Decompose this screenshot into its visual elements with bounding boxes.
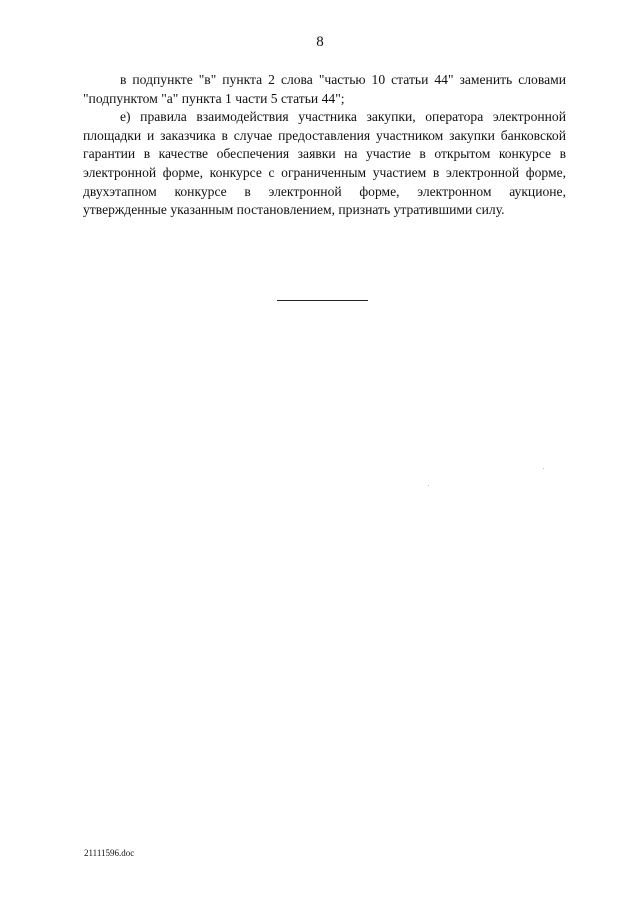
page-number: 8 (316, 34, 324, 50)
scan-speck (428, 485, 429, 486)
end-of-text-divider (277, 300, 368, 301)
document-body (83, 71, 566, 220)
document-file-id: 21111596.doc (84, 848, 135, 858)
paragraph-subclause-v: в подпункте "в" пункта 2 слова "частью 10 статьи 44" заменить словами "подпунктом "а" пункта 1 части 5 статьи 44"; (83, 72, 566, 106)
scan-speck (543, 468, 544, 469)
paragraph-subclause-e: е) правила взаимодействия участника закупки, оператора электронной площадки и заказчика в случае предоставления участником закупки банковской гарантии в качестве обеспечения заявки на участие в открытом конкурсе в электронной форме, конкурсе с ограниченным участием в электронной форме, двухэтапном конкурсе в электронной форме, электронном аукционе, утвержденные указанным постановлением, признать утратившими силу. (83, 109, 566, 218)
